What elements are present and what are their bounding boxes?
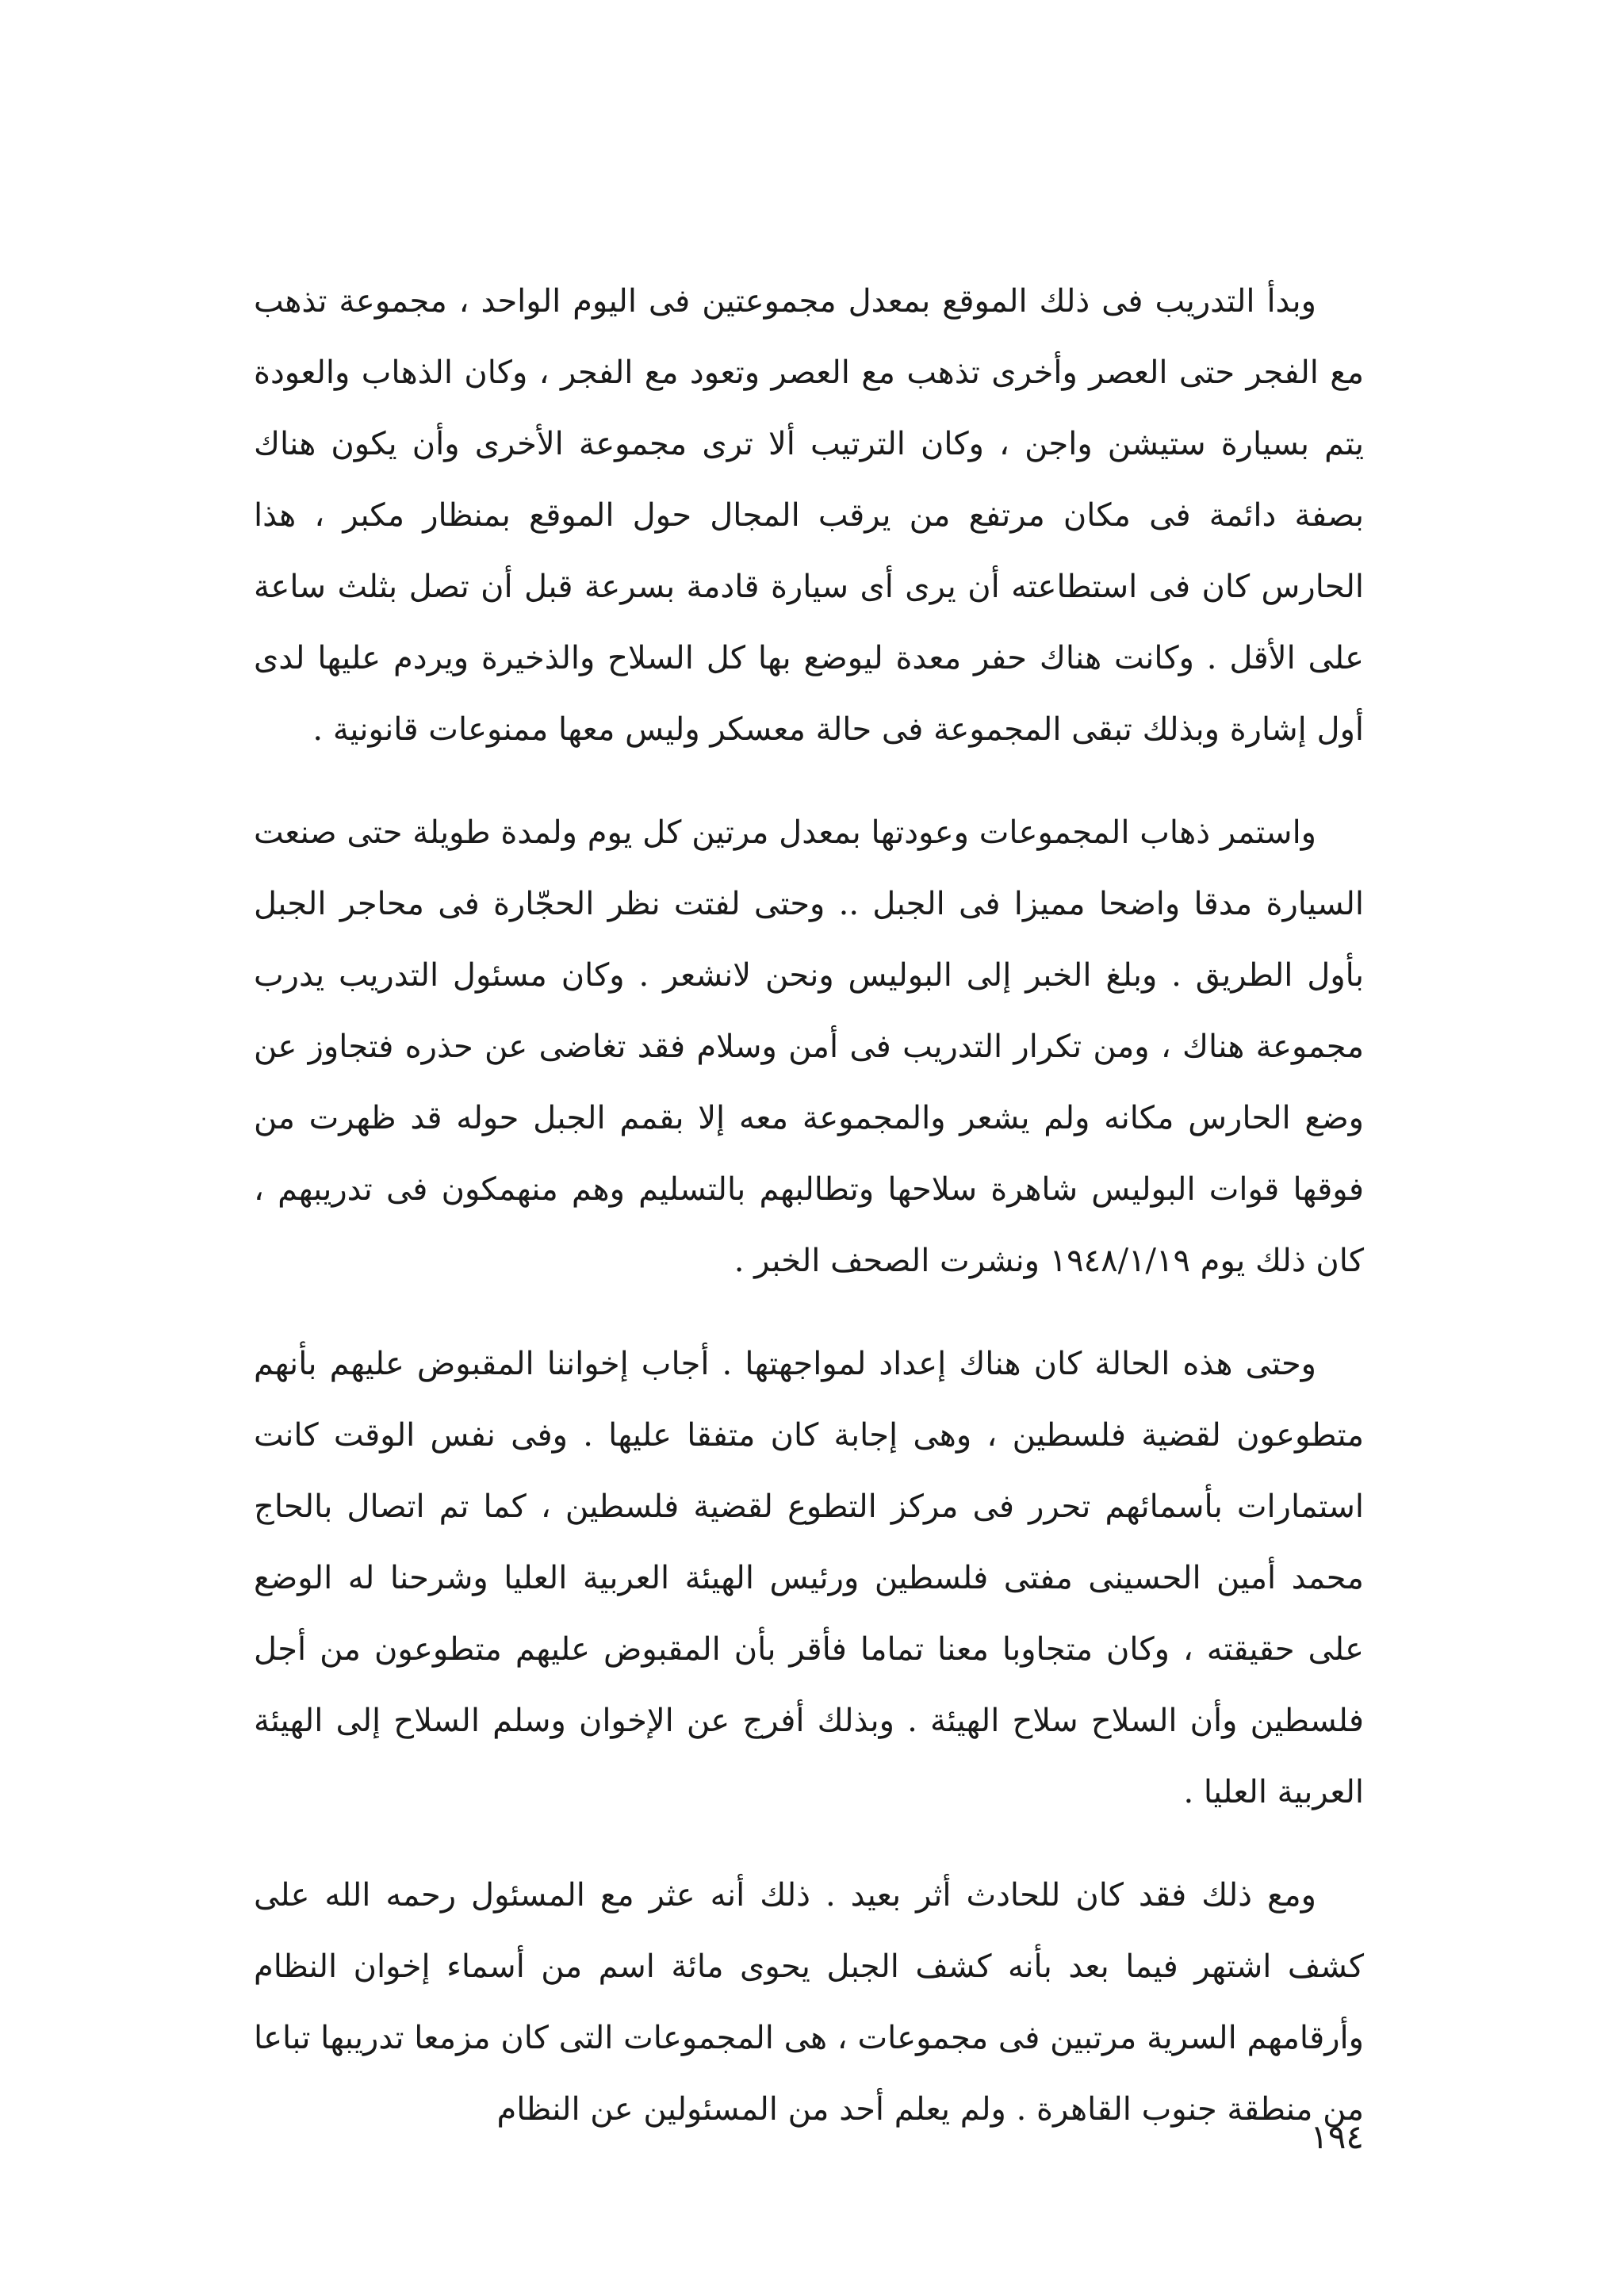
body-text (254, 266, 1364, 2145)
paragraph-3: وحتى هذه الحالة كان هناك إعداد لمواجهتها . أجاب إخواننا المقبوض عليهم بأنهم متطوعون لقضية فلسطين ، وهى إجابة كان متفقا عليها . وفى نفس الوقت كانت استمارات بأسمائهم تحرر فى مركز التطوع لقضية فلسطين ، كما تم اتصال بالحاج محمد أمين الحسينى مفتى فلسطين ورئيس الهيئة العربية العليا وشرحنا له الوضع على حقيقته ، وكان متجاوبا معنا تماما فأقر بأن المقبوض عليهم متطوعون من أجل فلسطين وأن السلاح سلاح الهيئة . وبذلك أفرج عن الإخوان وسلم السلاح إلى الهيئة العربية العليا . (254, 1346, 1364, 1810)
paragraph-2: واستمر ذهاب المجموعات وعودتها بمعدل مرتين كل يوم ولمدة طويلة حتى صنعت السيارة مدقا واضحا مميزا فى الجبل .. وحتى لفتت نظر الحجّارة فى محاجر الجبل بأول الطريق . وبلغ الخبر إلى البوليس ونحن لانشعر . وكان مسئول التدريب يدرب مجموعة هناك ، ومن تكرار التدريب فى أمن وسلام فقد تغاضى عن حذره فتجاوز عن وضع الحارس مكانه ولم يشعر والمجموعة معه إلا بقمم الجبل حوله قد ظهرت من فوقها قوات البوليس شاهرة سلاحها وتطالبهم بالتسليم وهم منهمكون فى تدريبهم ، كان ذلك يوم ١٩٤٨/١/١٩ ونشرت الصحف الخبر . (254, 814, 1364, 1279)
paragraph-1: وبدأ التدريب فى ذلك الموقع بمعدل مجموعتين فى اليوم الواحد ، مجموعة تذهب مع الفجر حتى العصر وأخرى تذهب مع العصر وتعود مع الفجر ، وكان الذهاب والعودة يتم بسيارة ستيشن واجن ، وكان الترتيب ألا ترى مجموعة الأخرى وأن يكون هناك بصفة دائمة فى مكان مرتفع من يرقب المجال حول الموقع بمنظار مكبر ، هذا الحارس كان فى استطاعته أن يرى أى سيارة قادمة بسرعة قبل أن تصل بثلث ساعة على الأقل . وكانت هناك حفر معدة ليوضع بها كل السلاح والذخيرة ويردم عليها لدى أول إشارة وبذلك تبقى المجموعة فى حالة معسكر وليس معها ممنوعات قانونية . (254, 283, 1364, 748)
paragraph-4: ومع ذلك فقد كان للحادث أثر بعيد . ذلك أنه عثر مع المسئول رحمه الله على كشف اشتهر فيما بعد بأنه كشف الجبل يحوى مائة اسم من أسماء إخوان النظام وأرقامهم السرية مرتبين فى مجموعات ، هى المجموعات التى كان مزمعا تدريبها تباعا من منطقة جنوب القاهرة . ولم يعلم أحد من المسئولين عن النظام (254, 1877, 1364, 2128)
page-number: ١٩٤ (1310, 2117, 1364, 2156)
